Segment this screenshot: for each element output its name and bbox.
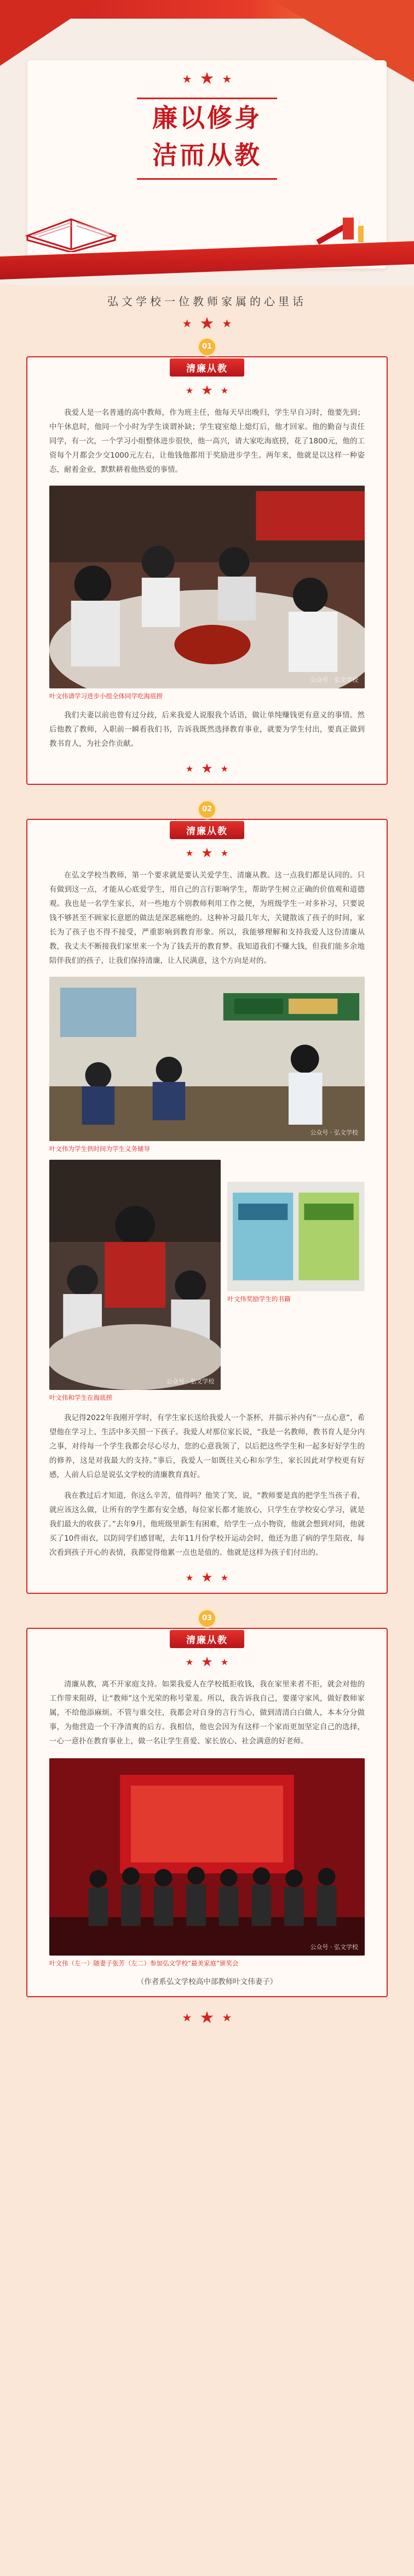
star-icon: ★ — [201, 383, 213, 398]
paragraph: 我在教过后才知道，你这么辛苦，值得吗？他笑了笑，说，“教师要是真的把学生当孩子看，就应该这么做，让所有的学生都有安全感，每位家长都才能放心，只学生在学校安心学习，就是我们最大的收获了。”去年9月，他班级里新生有困难，给学生一点小物资，他就会想到对同，他就买了10件雨衣，以防同学们感冒呢，去年11月份学校开运动会时，他还为患了病的学生陪夜，每次看到孩子开心的表情，我都觉得他累一点也是值的。他就是这样为孩子们付出的。 — [49, 1491, 365, 1557]
gavel-icon — [310, 215, 376, 248]
photo-caption: 叶文伟（左一）随妻子张芳（左二）参加弘文学校“最美家庭”颁奖会 — [49, 1959, 239, 1967]
section-label: 清廉从教 — [170, 1630, 244, 1648]
star-icon: ★ — [199, 314, 215, 333]
paragraph: 我记得2022年我刚开学时，有学生家长送给我爱人一个茶杯，并揣示补内有“一点心意”，希望他在学习上、生活中多关照一下孩子。我爱人对那位家长说，“我是一名教师，教书育人是分内之事，对待每一个学生我都会尽心尽力，您的心意我领了，以后把这些学生和一起多好好学生的的修养，这是对我最大的支持。”事后，我爱人一如既往关心和东学生，家长因此对学校更有好感，人前人后总是说弘文学校的清廉教育真好。 — [49, 1414, 365, 1479]
section-number: 01 — [199, 339, 215, 355]
photo-cell — [227, 1160, 365, 1402]
photo-caption: 叶文伟为学生供时间为学生义务辅导 — [49, 1145, 150, 1153]
section-number: 02 — [199, 801, 215, 818]
photo-dumplings — [49, 1160, 221, 1390]
title-line-2: 洁而从教 — [152, 140, 262, 170]
photo-caption: 叶文伟和学生在海底捞 — [49, 1394, 112, 1401]
section-03 — [26, 1614, 388, 1997]
star-icon: ★ — [199, 69, 215, 88]
star-icon: ★ — [185, 1572, 194, 1583]
section-header — [170, 801, 244, 839]
hotpot-image — [49, 486, 365, 688]
watermark: 公众号 · 弘文学校 — [166, 1378, 215, 1385]
book-icon — [22, 197, 120, 252]
award-ceremony-image — [49, 1758, 365, 1956]
star-icon: ★ — [201, 1654, 213, 1669]
photo-books — [227, 1182, 365, 1291]
paragraph: 我爱人是一名普通的高中教师，作为班主任，他每天早出晚归，学生早自习时，他要先到；中午休息时，他同一个小时为学生谈谓补缺；学生寝室熄上熄灯后，他才回家。他的勤奋与责任同学，有一次，一个学习小组整体进步很快，他一高兴，请大家吃海底捞，花了1800元，他的工资每个月都会少交1000元左右，让他钱他都用于奖励进步学生。两年来，他就是以这样一种姿态，耐着金业，默默耕着他热爱的事情。 — [49, 408, 365, 474]
subtitle: 弘文学校一位教师家属的心里话 — [107, 295, 307, 308]
section-header — [170, 339, 244, 377]
star-icon: ★ — [185, 763, 194, 774]
photo-row — [49, 1160, 365, 1402]
card-stars — [27, 751, 387, 784]
star-icon: ★ — [220, 847, 229, 858]
header-banner — [0, 0, 414, 285]
photo-award — [49, 1758, 365, 1956]
star-icon: ★ — [222, 2011, 232, 2024]
star-icon: ★ — [182, 2011, 192, 2024]
author-note: （作者系弘文学校高中部教师叶文伟妻子） — [136, 1977, 278, 1986]
star-icon: ★ — [182, 72, 192, 86]
dumplings-image — [49, 1160, 221, 1390]
header-stars — [0, 69, 414, 88]
fold-left — [0, 0, 99, 66]
paragraph: 清廉从教，离不开家庭支持。如果我爱人在学校抵拒收钱，我在家里来者不拒，就会对他的工作带来阻碍，让“教师”这个光荣的称号蒙羞。所以，我告诉我自己，要谨守家风，做好教师家属，不给他添麻烦。不管与谁交往，我都会对自身的言行当心，做到清清白白做人，本本分分做事，为他营造一个干净清爽的后方。我相信，他也会因为有这样一个家而更加坚定自己的选择，一心一意扑在教育事业上，做一名让学生喜爱、家长放心、社会满意的好老师。 — [49, 1680, 365, 1746]
section-header — [170, 1610, 244, 1648]
star-icon: ★ — [201, 845, 213, 860]
photo-cell — [49, 1160, 221, 1402]
separator-stars — [0, 312, 414, 334]
star-icon: ★ — [220, 1656, 229, 1667]
star-icon: ★ — [201, 761, 213, 776]
star-icon: ★ — [185, 385, 194, 396]
star-icon: ★ — [220, 385, 229, 396]
section-label: 清廉从教 — [170, 358, 244, 377]
paragraph: 我们夫妻以前也曾有过分歧，后来我爱人说服我个话语，做让单纯赚钱更有意义的事情。然后他教了教师，入职前一瞬看我们书，告诉我既然选择教育事业，就要为学生付出，要真正做到教书育人，为社会作贡献。 — [49, 711, 365, 748]
photo-caption: 叶文伟奖励学生的书籍 — [227, 1295, 291, 1303]
watermark: 公众号 · 弘文学校 — [310, 676, 358, 683]
card-stars — [27, 1560, 387, 1593]
title-line-1: 廉以修身 — [152, 103, 262, 133]
section-02 — [26, 805, 388, 1594]
paragraph: 在弘文学校当教师，第一个要求就是要认关爱学生、清廉从教。这一点我们都是认同的。只有做到这一点，才能从心底爱学生，用自己的言行影响学生，帮助学生树立正确的价值观和道德观。我也是一名学生家长，对一些地方个别教师利用工作之便，为班级学生一对多补习，只要说钱不够甚至不顾家长意愿的做法是深恶痛绝的。这种补习最几年大，关键散该了孩子的时间，家长为了孩子也不得不接受，严重影响到教育形象。所以，我能够理解和支持我爱人这份清廉从教，我丈夫不断接我们家里来一个为了钱丢开的教育梦。我知道我们不赚大钱，但我们能多余地陪伴我们的孩子，让我们保持清廉，让人民满意，这个方向是对的。 — [49, 871, 365, 965]
star-icon: ★ — [222, 72, 232, 86]
star-icon: ★ — [222, 317, 232, 330]
star-icon: ★ — [201, 1570, 213, 1585]
star-icon: ★ — [199, 2008, 215, 2027]
photo-hotpot — [49, 486, 365, 688]
photo-caption: 叶文伟请学习进步小组全体同学吃海底捞 — [49, 692, 163, 700]
section-01 — [26, 343, 388, 785]
photo-classroom — [49, 977, 365, 1141]
watermark: 公众号 · 弘文学校 — [310, 1944, 358, 1951]
page-title — [137, 98, 277, 180]
books-image — [227, 1182, 365, 1291]
star-icon: ★ — [185, 1656, 194, 1667]
star-icon: ★ — [220, 1572, 229, 1583]
classroom-image — [49, 977, 365, 1141]
star-icon: ★ — [220, 763, 229, 774]
section-label: 清廉从教 — [170, 821, 244, 839]
bottom-stars — [0, 1997, 414, 2030]
section-number: 03 — [199, 1610, 215, 1627]
star-icon: ★ — [182, 317, 192, 330]
watermark: 公众号 · 弘文学校 — [310, 1129, 358, 1136]
star-icon: ★ — [185, 847, 194, 858]
